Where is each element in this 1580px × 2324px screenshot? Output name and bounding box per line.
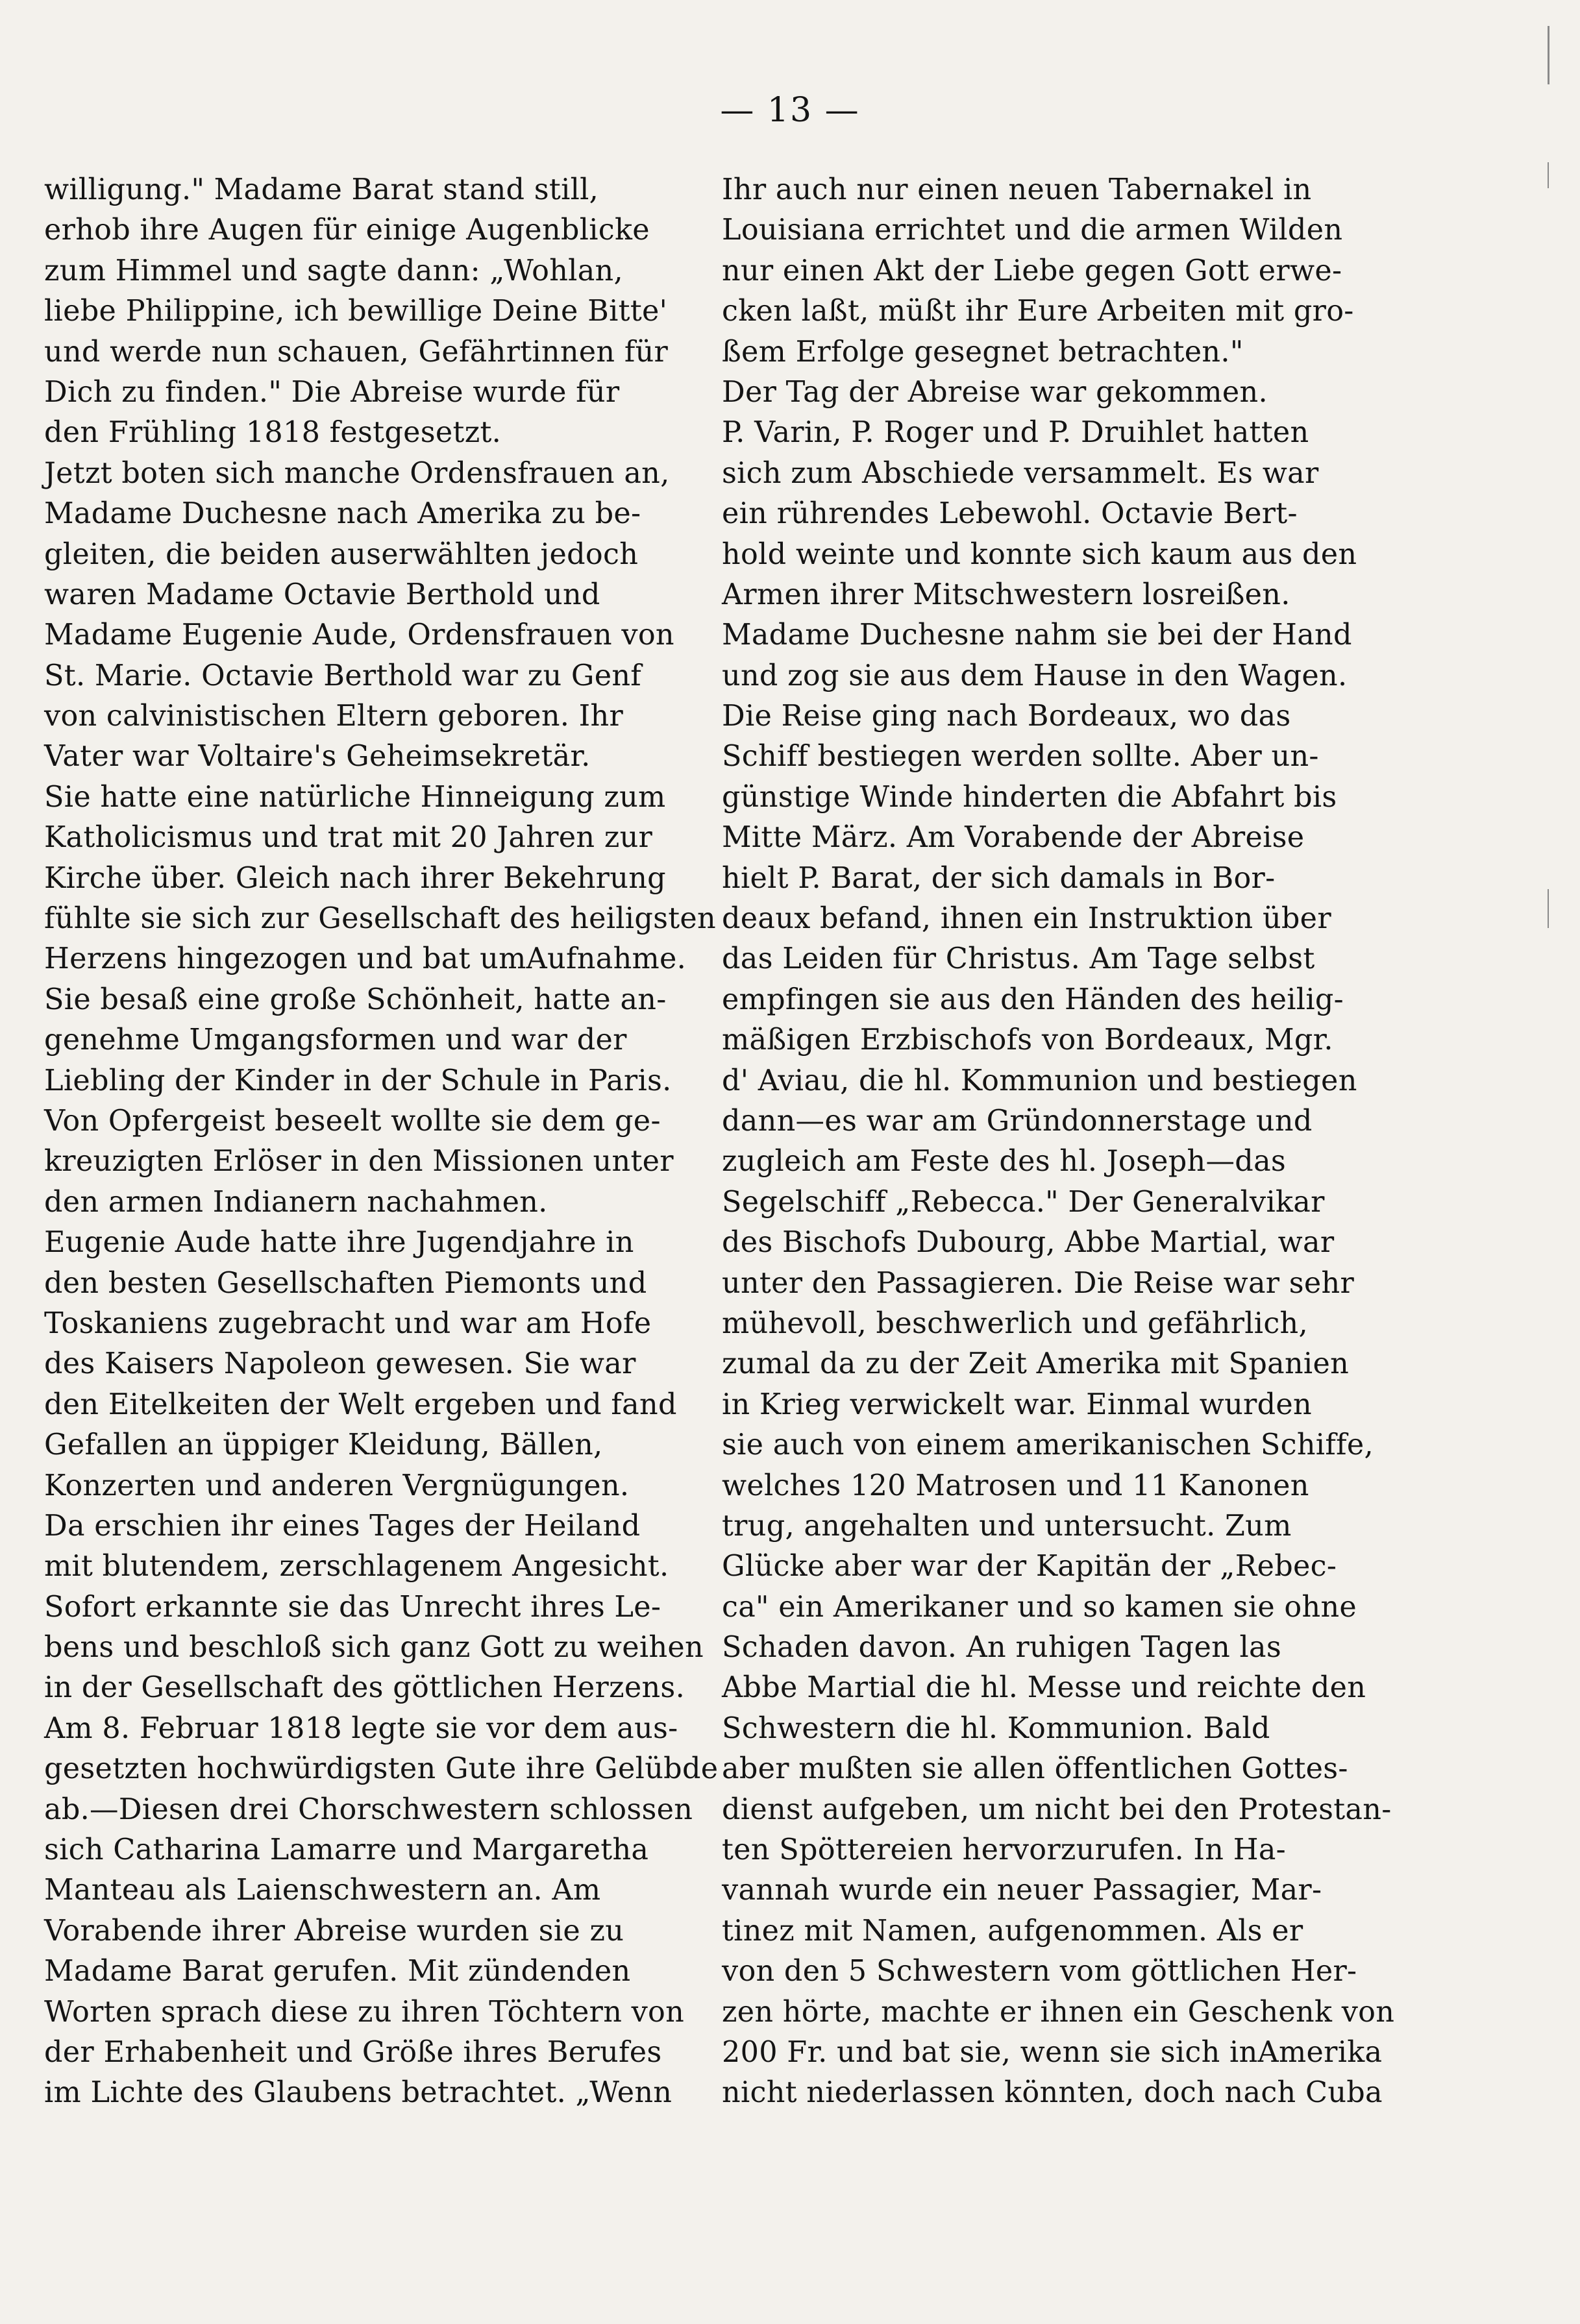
text-line: ein rührendes Lebewohl. Octavie Bert- [722, 497, 1298, 531]
text-line: tinez mit Namen, aufgenommen. Als er [722, 1914, 1303, 1948]
text-line: Sie besaß eine große Schönheit, hatte an- [44, 983, 667, 1016]
text-line: und werde nun schauen, Gefährtinnen für [44, 335, 669, 369]
text-line: des Bischofs Dubourg, Abbe Martial, war [722, 1226, 1335, 1260]
text-line: Mitte März. Am Vorabende der Abreise [722, 821, 1305, 855]
text-line: unter den Passagieren. Die Reise war sehr [722, 1266, 1355, 1300]
text-line: hold weinte und konnte sich kaum aus den [722, 537, 1357, 571]
text-line: genehme Umgangsformen und war der [44, 1023, 627, 1057]
text-line: 200 Fr. und bat sie, wenn sie sich inAmerika [722, 2035, 1383, 2069]
text-line: ßem Erfolge gesegnet betrachten." [722, 335, 1244, 369]
text-line: cken laßt, müßt ihr Eure Arbeiten mit gro- [722, 295, 1354, 328]
text-line: das Leiden für Christus. Am Tage selbst [722, 942, 1315, 976]
text-line: mühevoll, beschwerlich und gefährlich, [722, 1306, 1308, 1340]
left-text-column [44, 170, 731, 2114]
text-line: sie auch von einem amerikanischen Schiffe, [722, 1428, 1374, 1462]
text-line: günstige Winde hinderten die Abfahrt bis [722, 780, 1337, 814]
text-line: welches 120 Matrosen und 11 Kanonen [722, 1469, 1309, 1502]
page-number: — 13 — [720, 91, 860, 130]
text-line: Dich zu finden." Die Abreise wurde für [44, 375, 620, 409]
text-line: Toskaniens zugebracht und war am Hofe [44, 1306, 652, 1340]
text-line: empfingen sie aus den Händen des heilig- [722, 983, 1344, 1016]
text-line: gleiten, die beiden auserwählten jedoch [44, 537, 639, 571]
text-line: St. Marie. Octavie Berthold war zu Genf [44, 659, 642, 692]
text-line: Gefallen an üppiger Kleidung, Bällen, [44, 1428, 603, 1462]
text-line: sich zum Abschiede versammelt. Es war [722, 456, 1319, 490]
text-line: zumal da zu der Zeit Amerika mit Spanien [722, 1347, 1350, 1381]
text-line: Der Tag der Abreise war gekommen. [722, 375, 1268, 409]
text-line: des Kaisers Napoleon gewesen. Sie war [44, 1347, 636, 1381]
text-line: den armen Indianern nachahmen. [44, 1185, 548, 1219]
text-line: d' Aviau, die hl. Kommunion und bestiegen [722, 1064, 1357, 1097]
scan-margin-mark [1548, 26, 1549, 84]
text-line: Am 8. Februar 1818 legte sie vor dem aus- [44, 1711, 678, 1745]
text-line: Louisiana errichtet und die armen Wilden [722, 214, 1343, 247]
text-line: Vater war Voltaire's Geheimsekretär. [44, 740, 591, 774]
text-line: Madame Duchesne nahm sie bei der Hand [722, 618, 1352, 652]
text-line: Sofort erkannte sie das Unrecht ihres Le- [44, 1590, 661, 1624]
text-line: ab.—Diesen drei Chorschwestern schlossen [44, 1792, 693, 1826]
text-line: Konzerten und anderen Vergnügungen. [44, 1469, 630, 1502]
text-line: Die Reise ging nach Bordeaux, wo das [722, 700, 1291, 733]
text-line: im Lichte des Glaubens betrachtet. „Wenn [44, 2076, 673, 2110]
text-line: Eugenie Aude hatte ihre Jugendjahre in [44, 1226, 634, 1260]
text-line: bens und beschloß sich ganz Gott zu weihen [44, 1631, 704, 1665]
text-line: zum Himmel und sagte dann: „Wohlan, [44, 254, 623, 287]
right-text-column [722, 170, 1409, 2114]
text-line: zugleich am Feste des hl. Joseph—das [722, 1145, 1287, 1179]
text-line: Segelschiff „Rebecca." Der Generalvikar [722, 1185, 1325, 1219]
text-line: Kirche über. Gleich nach ihrer Bekehrung [44, 861, 666, 895]
text-line: Schaden davon. An ruhigen Tagen las [722, 1631, 1281, 1665]
text-line: ca" ein Amerikaner und so kamen sie ohne [722, 1590, 1357, 1624]
text-line: gesetzten hochwürdigsten Gute ihre Gelübde [44, 1752, 719, 1786]
text-line: sich Catharina Lamarre und Margaretha [44, 1833, 649, 1867]
text-line: Liebling der Kinder in der Schule in Paris. [44, 1064, 672, 1097]
text-line: Manteau als Laienschwestern an. Am [44, 1874, 601, 1907]
text-line: trug, angehalten und untersucht. Zum [722, 1509, 1292, 1543]
text-line: Schiff bestiegen werden sollte. Aber un- [722, 740, 1319, 774]
text-line: kreuzigten Erlöser in den Missionen unter [44, 1145, 674, 1179]
scan-margin-mark [1548, 889, 1549, 928]
text-line: aber mußten sie allen öffentlichen Gottes- [722, 1752, 1348, 1786]
text-line: Sie hatte eine natürliche Hinneigung zum [44, 780, 666, 814]
text-line: in Krieg verwickelt war. Einmal wurden [722, 1388, 1312, 1421]
text-line: deaux befand, ihnen ein Instruktion über [722, 902, 1331, 936]
text-line: mit blutendem, zerschlagenem Angesicht. [44, 1550, 669, 1584]
text-line: von den 5 Schwestern vom göttlichen Her- [722, 1955, 1357, 1988]
scan-margin-mark [1548, 162, 1549, 188]
text-line: Worten sprach diese zu ihren Töchtern von [44, 1995, 685, 2029]
text-line: Madame Eugenie Aude, Ordensfrauen von [44, 618, 674, 652]
text-line: Ihr auch nur einen neuen Tabernakel in [722, 173, 1312, 206]
text-line: fühlte sie sich zur Gesellschaft des heiligsten [44, 902, 717, 936]
text-line: Armen ihrer Mitschwestern losreißen. [722, 578, 1290, 611]
text-line: dienst aufgeben, um nicht bei den Protestan- [722, 1792, 1392, 1826]
text-line: vannah wurde ein neuer Passagier, Mar- [722, 1874, 1322, 1907]
text-line: Herzens hingezogen und bat umAufnahme. [44, 942, 687, 976]
text-line: nicht niederlassen könnten, doch nach Cuba [722, 2076, 1383, 2110]
text-line: ten Spöttereien hervorzurufen. In Ha- [722, 1833, 1286, 1867]
text-line: zen hörte, machte er ihnen ein Geschenk von [722, 1995, 1395, 2029]
text-line: Schwestern die hl. Kommunion. Bald [722, 1711, 1270, 1745]
text-line: hielt P. Barat, der sich damals in Bor- [722, 861, 1276, 895]
text-line: Jetzt boten sich manche Ordensfrauen an, [44, 456, 670, 490]
text-line: Von Opfergeist beseelt wollte sie dem ge- [44, 1104, 661, 1138]
text-line: Abbe Martial die hl. Messe und reichte den [722, 1671, 1366, 1705]
text-line: Madame Barat gerufen. Mit zündenden [44, 1955, 631, 1988]
text-line: den Eitelkeiten der Welt ergeben und fand [44, 1388, 677, 1421]
text-line: Madame Duchesne nach Amerika zu be- [44, 497, 641, 531]
text-line: den besten Gesellschaften Piemonts und [44, 1266, 647, 1300]
text-line: willigung." Madame Barat stand still, [44, 173, 599, 206]
text-line: nur einen Akt der Liebe gegen Gott erwe- [722, 254, 1342, 287]
text-line: P. Varin, P. Roger und P. Druihlet hatten [722, 416, 1309, 450]
text-line: in der Gesellschaft des göttlichen Herzens. [44, 1671, 685, 1705]
text-line: und zog sie aus dem Hause in den Wagen. [722, 659, 1348, 692]
text-line: von calvinistischen Eltern geboren. Ihr [44, 700, 624, 733]
text-line: Katholicismus und trat mit 20 Jahren zur [44, 821, 653, 855]
text-line: erhob ihre Augen für einige Augenblicke [44, 214, 650, 247]
text-line: waren Madame Octavie Berthold und [44, 578, 600, 611]
text-line: Vorabende ihrer Abreise wurden sie zu [44, 1914, 624, 1948]
text-line: Glücke aber war der Kapitän der „Rebec- [722, 1550, 1337, 1584]
text-line: dann—es war am Gründonnerstage und [722, 1104, 1313, 1138]
text-line: liebe Philippine, ich bewillige Deine Bitte' [44, 295, 668, 328]
text-line: mäßigen Erzbischofs von Bordeaux, Mgr. [722, 1023, 1333, 1057]
text-line: Da erschien ihr eines Tages der Heiland [44, 1509, 641, 1543]
text-line: den Frühling 1818 festgesetzt. [44, 416, 502, 450]
text-line: der Erhabenheit und Größe ihres Berufes [44, 2035, 662, 2069]
